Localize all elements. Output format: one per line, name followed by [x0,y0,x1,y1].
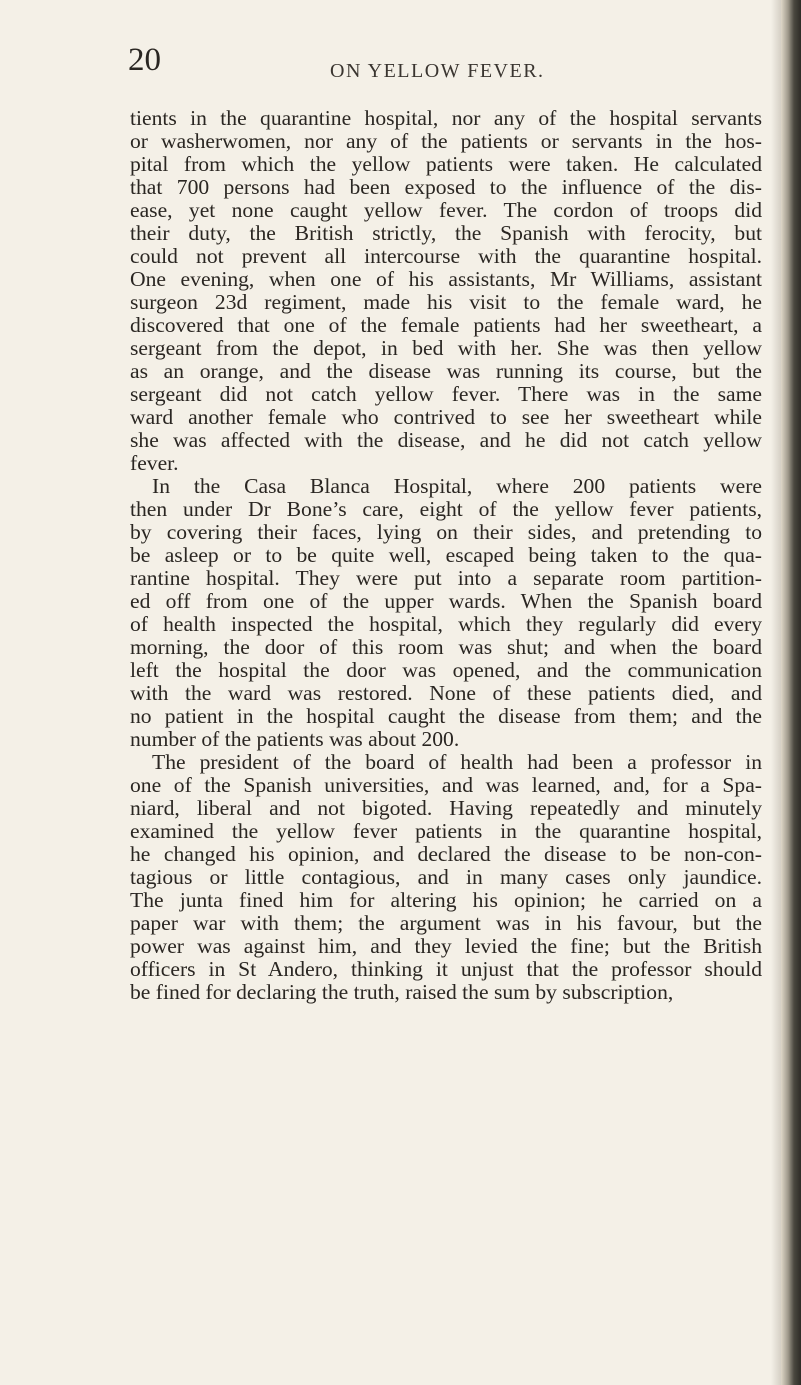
text-line: that 700 persons had been exposed to the influence of the dis- [130,175,762,199]
text-line: tagious or little contagious, and in many cases only jaundice. [130,865,762,889]
text-line: number of the patients was about 200. [130,727,460,751]
text-line: The junta fined him for altering his opinion; he carried on a [130,888,762,912]
text-line: In the Casa Blanca Hospital, where 200 patients were [152,474,762,498]
text-line: ward another female who contrived to see her sweetheart while [130,405,762,429]
text-line: by covering their faces, lying on their sides, and pretending to [130,520,762,544]
page-edge-shadow [771,0,781,1385]
text-line: be asleep or to be quite well, escaped being taken to the qua- [130,543,762,567]
text-line: no patient in the hospital caught the disease from them; and the [130,704,762,728]
text-line: their duty, the British strictly, the Spanish with ferocity, but [130,221,762,245]
page-number: 20 [128,42,161,78]
text-line: she was affected with the disease, and he did not catch yellow [130,428,762,452]
text-line: One evening, when one of his assistants, Mr Williams, assistant [130,267,762,291]
text-line: could not prevent all intercourse with the quarantine hospital. [130,244,762,268]
text-line: ease, yet none caught yellow fever. The cordon of troops did [130,198,762,222]
text-line: of health inspected the hospital, which they regularly did every [130,612,762,636]
text-line: ed off from one of the upper wards. When the Spanish board [130,589,762,613]
text-line: he changed his opinion, and declared the disease to be non-con- [130,842,762,866]
page-edge [781,0,801,1385]
text-line: be fined for declaring the truth, raised the sum by subscription, [130,980,674,1004]
text-line: with the ward was restored. None of these patients died, and [130,681,762,705]
text-line: tients in the quarantine hospital, nor any of the hospital servants [130,106,762,130]
text-line: pital from which the yellow patients were taken. He calculated [130,152,762,176]
text-line: or washerwomen, nor any of the patients or servants in the hos- [130,129,762,153]
text-line: paper war with them; the argument was in his favour, but the [130,911,762,935]
text-line: left the hospital the door was opened, and the communication [130,658,762,682]
paragraph [130,107,762,475]
body-text [130,107,762,1004]
text-line: power was against him, and they levied the fine; but the British [130,934,762,958]
text-line: one of the Spanish universities, and was learned, and, for a Spa- [130,773,762,797]
running-head: ON YELLOW FEVER. [330,60,545,82]
text-line: rantine hospital. They were put into a separate room partition- [130,566,762,590]
text-line: examined the yellow fever patients in the quarantine hospital, [130,819,762,843]
paragraph [130,475,762,751]
text-line: morning, the door of this room was shut; and when the board [130,635,762,659]
text-line: niard, liberal and not bigoted. Having repeatedly and minutely [130,796,762,820]
text-line: The president of the board of health had been a professor in [152,750,762,774]
text-line: officers in St Andero, thinking it unjust that the professor should [130,957,762,981]
text-line: as an orange, and the disease was running its course, but the [130,359,762,383]
text-line: surgeon 23d regiment, made his visit to the female ward, he [130,290,762,314]
text-line: sergeant did not catch yellow fever. There was in the same [130,382,762,406]
text-line: discovered that one of the female patients had her sweetheart, a [130,313,762,337]
text-line: sergeant from the depot, in bed with her. She was then yellow [130,336,762,360]
paragraph [130,751,762,1004]
text-line: fever. [130,451,179,475]
text-line: then under Dr Bone’s care, eight of the yellow fever patients, [130,497,762,521]
